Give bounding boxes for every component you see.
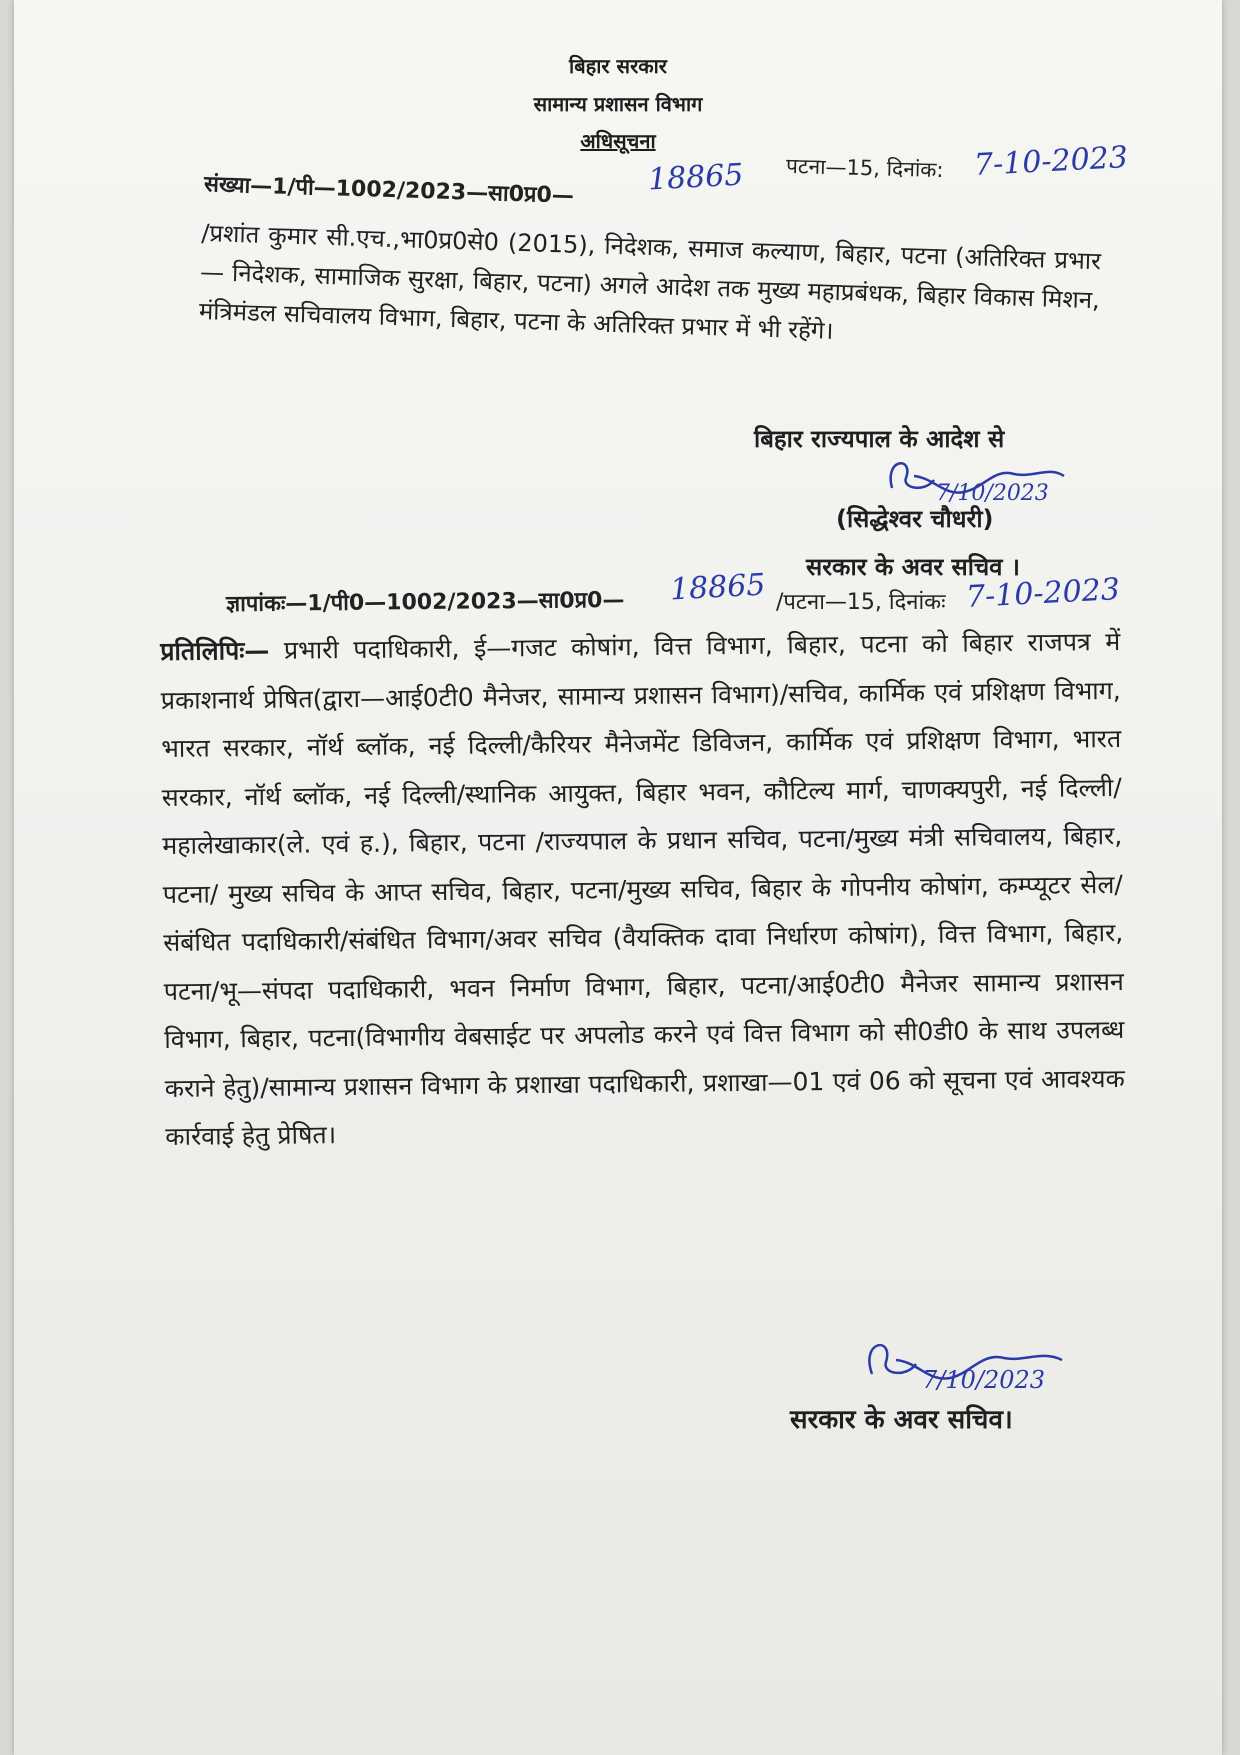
signatory-name: (सिद्धेश्वर चौधरी) (836, 505, 994, 533)
doc-type-heading: अधिसूचना (580, 129, 656, 153)
memo-signatory-designation: सरकार के अवर सचिव। (790, 1405, 1013, 1435)
copy-distribution-text (160, 618, 1126, 1162)
government-heading: बिहार सरकार (569, 54, 667, 78)
memo-number-prefix: ज्ञापांकः—1/पी0—1002/2023—सा0प्र0— (225, 587, 625, 618)
memo-handwritten-date: 7-10-2023 (965, 571, 1121, 616)
notification-handwritten-date: 7-10-2023 (973, 139, 1129, 184)
memo-place-date-label: /पटना—15, दिनांकः (776, 590, 946, 615)
department-heading: सामान्य प्रशासन विभाग (533, 92, 703, 116)
signature-image-2 (852, 1328, 1072, 1398)
copy-recipients: प्रभारी पदाधिकारी, ई—गजट कोषांग, वित्त विभाग, बिहार, पटना को बिहार राजपत्र में प्रकाशनार्थ प्रेषित(द्वारा—आई0टी0 मैनेजर, सामान्य प्रशासन विभाग)/सचिव, कार्मिक एवं प्रशिक्षण विभाग, भारत सरकार, नॉर्थ ब्लॉक, नई दिल्ली/कैरियर मैनेजमेंट डिविजन, कार्मिक एवं प्रशिक्षण विभाग, भारत सरकार, नॉर्थ ब्लॉक, नई दिल्ली/स्थानिक आयुक्त, बिहार भवन, कौटिल्य मार्ग, चाणक्यपुरी, नई दिल्ली/महालेखाकार(ले. एवं ह.), बिहार, पटना /राज्यपाल के प्रधान सचिव, पटना/मुख्य मंत्री सचिवालय, बिहार, पटना/ मुख्य सचिव के आप्त सचिव, बिहार, पटना/मुख्य सचिव, बिहार के गोपनीय कोषांग, कम्प्यूटर सेल/संबंधित पदाधिकारी/संबंधित विभाग/अवर सचिव (वैयक्तिक दावा निर्धारण कोषांग), वित्त विभाग, बिहार, पटना/भू—संपदा पदाधिकारी, भवन निर्माण विभाग, बिहार, पटना/आई0टी0 मैनेजर सामान्य प्रशासन विभाग, बिहार, पटना(विभागीय वेबसाईट पर अपलोड करने एवं वित्त विभाग को सी0डी0 के साथ उपलब्ध कराने हेतु)/सामान्य प्रशासन विभाग के प्रशाखा पदाधिकारी, प्रशाखा—01 एवं 06 को सूचना एवं आवश्यक कार्रवाई हेतु प्रेषित। (160, 626, 1125, 1151)
svg-text:7/10/2023: 7/10/2023 (936, 481, 1049, 506)
notification-handwritten-number: 18865 (647, 157, 745, 198)
memo-handwritten-number: 18865 (669, 567, 767, 608)
notification-place-date-label: पटना—15, दिनांक: (785, 153, 944, 183)
document-page (14, 0, 1222, 1755)
notification-number-prefix: संख्या—1/पी—1002/2023—सा0प्र0— (203, 172, 575, 209)
svg-text:7/10/2023: 7/10/2023 (922, 1366, 1046, 1394)
signatory-designation: सरकार के अवर सचिव । (806, 553, 1020, 581)
by-order-line: बिहार राज्यपाल के आदेश से (754, 425, 1005, 453)
copy-label: प्रतिलिपिः— (160, 635, 270, 666)
notification-body: /प्रशांत कुमार सी.एच.,भा0प्र0से0 (2015), निदेशक, समाज कल्याण, बिहार, पटना (अतिरिक्त प्रभार— निदेशक, सामाजिक सुरक्षा, बिहार, पटना) अगले आदेश तक मुख्य महाप्रबंधक, बिहार विकास मिशन, मंत्रिमंडल सचिवालय विभाग, बिहार, पटना के अतिरिक्त प्रभार में भी रहेंगे। (198, 218, 1102, 345)
signature-image-1 (874, 448, 1074, 508)
